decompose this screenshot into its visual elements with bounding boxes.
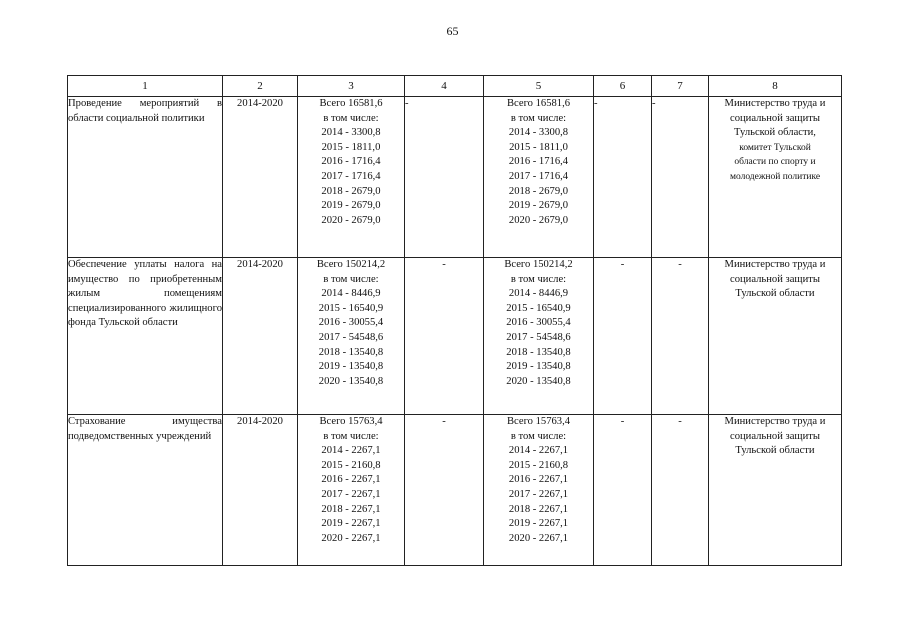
col4-value: - (405, 97, 484, 258)
program-table (67, 75, 842, 566)
funding-line: 2019 - 2267,1 (321, 518, 381, 530)
funding-line: 2016 - 2267,1 (321, 474, 381, 486)
funding-line: в том числе: (323, 112, 379, 124)
regional-funding (484, 97, 594, 258)
column-header: 8 (709, 76, 842, 97)
funding-line: 2014 - 2267,1 (508, 445, 569, 457)
measure-name: Проведение мероприятий в области социальной политики (68, 97, 223, 258)
table-row (68, 415, 842, 566)
col6-value: - (594, 97, 652, 258)
funding-line: 2017 - 1716,4 (321, 170, 381, 182)
funding-line: 2019 - 2679,0 (321, 200, 381, 212)
funding-line: 2018 - 13540,8 (506, 346, 571, 358)
funding-line: 2020 - 2679,0 (508, 214, 569, 226)
executor-line: социальной защиты (730, 112, 820, 124)
funding-line: 2020 - 13540,8 (318, 375, 384, 387)
funding-line: 2018 - 2267,1 (321, 503, 381, 515)
funding-line: 2017 - 2267,1 (508, 488, 569, 500)
funding-line: 2015 - 16540,9 (318, 302, 384, 314)
period: 2014-2020 (223, 415, 298, 566)
funding-line: 2016 - 2267,1 (508, 474, 569, 486)
column-header: 1 (68, 76, 223, 97)
funding-line: 2015 - 16540,9 (506, 302, 571, 314)
funding-line: 2017 - 54548,6 (318, 331, 384, 343)
funding-line: 2014 - 3300,8 (508, 127, 569, 139)
funding-line: 2019 - 2679,0 (508, 200, 569, 212)
funding-line: 2020 - 2267,1 (321, 532, 381, 544)
total-funding (298, 97, 405, 258)
col7-value: - (652, 415, 709, 566)
regional-funding (484, 415, 594, 566)
funding-line: 2019 - 13540,8 (506, 361, 571, 373)
col4-value: - (405, 258, 484, 415)
funding-line: в том числе: (510, 430, 567, 442)
executor-line: Тульской области (735, 288, 815, 300)
funding-line: в том числе: (510, 273, 567, 285)
table-row (68, 258, 842, 415)
funding-line: 2017 - 54548,6 (506, 331, 571, 343)
funding-line: в том числе: (323, 273, 379, 285)
total-funding (298, 258, 405, 415)
column-header: 7 (652, 76, 709, 97)
funding-line: 2020 - 2267,1 (508, 532, 569, 544)
funding-line: 2020 - 13540,8 (506, 375, 571, 387)
column-header: 4 (405, 76, 484, 97)
column-header: 3 (298, 76, 405, 97)
period: 2014-2020 (223, 258, 298, 415)
executor-line: Министерство труда и (724, 416, 826, 427)
funding-line: 2019 - 2267,1 (508, 518, 569, 530)
funding-line: 2018 - 2679,0 (321, 185, 381, 197)
funding-line: 2014 - 8446,9 (321, 288, 381, 300)
funding-line: Всего 16581,6 (319, 98, 383, 109)
column-header: 6 (594, 76, 652, 97)
funding-line: Всего 15763,4 (506, 416, 571, 427)
funding-line: Всего 15763,4 (319, 416, 383, 427)
funding-line: 2016 - 1716,4 (321, 156, 381, 168)
funding-line: в том числе: (510, 112, 567, 124)
executor-line: Тульской области, (734, 127, 816, 139)
funding-line: 2016 - 30055,4 (318, 317, 384, 329)
executor (709, 97, 842, 258)
executor-line: Министерство труда и (724, 259, 826, 270)
col4-value: - (405, 415, 484, 566)
header-row (68, 76, 842, 97)
executor-line: социальной защиты (730, 430, 820, 442)
funding-line: 2017 - 1716,4 (508, 170, 569, 182)
total-funding (298, 415, 405, 566)
funding-line: 2015 - 2160,8 (321, 459, 381, 471)
funding-line: 2018 - 2267,1 (508, 503, 569, 515)
col7-value: - (652, 258, 709, 415)
funding-line: 2014 - 3300,8 (321, 127, 381, 139)
funding-line: Всего 150214,2 (504, 259, 573, 270)
executor (709, 258, 842, 415)
funding-line: 2016 - 30055,4 (506, 317, 571, 329)
col6-value: - (594, 258, 652, 415)
executor-line: социальной защиты (730, 273, 820, 285)
funding-line: в том числе: (323, 430, 379, 442)
funding-line: 2014 - 2267,1 (321, 445, 381, 457)
regional-funding (484, 258, 594, 415)
funding-line: 2017 - 2267,1 (321, 488, 381, 500)
executor-line: комитет Тульской (739, 142, 811, 153)
funding-line: 2014 - 8446,9 (508, 288, 569, 300)
column-header: 2 (223, 76, 298, 97)
funding-line: 2019 - 13540,8 (318, 361, 384, 373)
funding-line: 2018 - 13540,8 (318, 346, 384, 358)
col6-value: - (594, 415, 652, 566)
col7-value: - (652, 97, 709, 258)
funding-line: 2015 - 1811,0 (321, 141, 381, 153)
funding-line: 2016 - 1716,4 (508, 156, 569, 168)
executor-line: молодежной политике (729, 171, 821, 182)
table-row (68, 97, 842, 258)
executor-line: области по спорту и (734, 157, 816, 168)
measure-name: Страхование имущества подведомственных учреждений (68, 415, 223, 566)
funding-line: Всего 16581,6 (506, 98, 571, 109)
measure-name: Обеспечение уплаты налога на имущество по приобретенным жилым помещениям специализированного жилищного фонда Тульской области (68, 258, 223, 415)
executor-line: Тульской области (735, 445, 815, 457)
funding-line: Всего 150214,2 (316, 259, 386, 270)
period: 2014-2020 (223, 97, 298, 258)
funding-line: 2015 - 1811,0 (509, 141, 568, 153)
funding-line: 2018 - 2679,0 (508, 185, 569, 197)
executor-line: Министерство труда и (724, 98, 826, 109)
page-number: 65 (446, 24, 459, 38)
executor (709, 415, 842, 566)
funding-line: 2020 - 2679,0 (321, 214, 381, 226)
column-header: 5 (484, 76, 594, 97)
funding-line: 2015 - 2160,8 (508, 459, 569, 471)
